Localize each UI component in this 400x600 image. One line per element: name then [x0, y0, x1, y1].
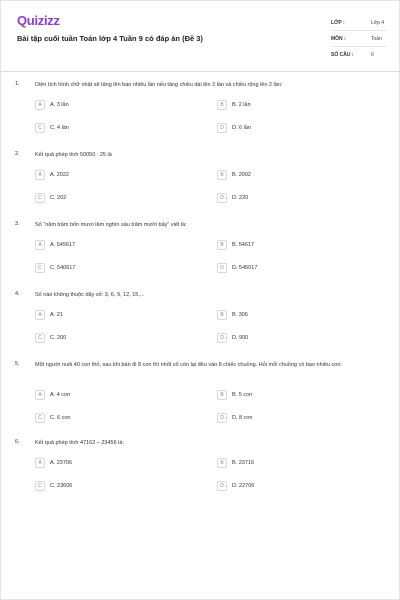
- meta-value-subject: Toán: [371, 35, 382, 42]
- option-letter-box[interactable]: A: [35, 390, 45, 400]
- option-letter-box[interactable]: B: [217, 240, 227, 250]
- meta-key-subject: MÔN :: [331, 35, 346, 42]
- option-text: A. 21: [50, 312, 63, 318]
- meta-key-count: SỐ CÂU :: [331, 52, 354, 58]
- option-text: D. 220: [232, 195, 249, 201]
- option-text: D. 545017: [232, 265, 258, 271]
- option-text: B. 23716: [232, 460, 255, 466]
- option-letter-box[interactable]: A: [35, 458, 45, 468]
- answer-option-c[interactable]: [35, 332, 66, 344]
- question-number: 6.: [15, 439, 20, 445]
- option-letter-box[interactable]: B: [217, 100, 227, 110]
- answer-option-a[interactable]: [35, 457, 72, 469]
- answer-option-b[interactable]: [217, 389, 252, 401]
- question-number: 3.: [15, 221, 20, 227]
- answer-option-c[interactable]: [35, 412, 70, 424]
- option-text: C. 540617: [50, 265, 76, 271]
- answer-option-c[interactable]: [35, 192, 66, 204]
- answer-option-b[interactable]: [217, 169, 251, 181]
- option-text: C. 23606: [50, 483, 73, 489]
- worksheet-header: [1, 1, 400, 71]
- question-text: Số "năm trăm bốn mươi lăm nghìn sáu trăm mười bảy" viết là:: [35, 222, 187, 228]
- option-text: C. 4 lần: [50, 125, 69, 131]
- question-text: Số nào không thuộc dãy số: 3, 6, 9, 12, 15,...: [35, 292, 145, 298]
- answer-option-c[interactable]: [35, 122, 69, 134]
- option-letter-box[interactable]: D: [217, 193, 227, 203]
- option-text: C. 200: [50, 335, 67, 341]
- option-letter-box[interactable]: C: [35, 333, 45, 343]
- option-text: B. 306: [232, 312, 248, 318]
- meta-row-count: [331, 47, 387, 63]
- option-letter-box[interactable]: A: [35, 310, 45, 320]
- answer-option-d[interactable]: [217, 262, 257, 274]
- question-number: 4.: [15, 291, 20, 297]
- option-letter-box[interactable]: C: [35, 413, 45, 423]
- option-letter-box[interactable]: D: [217, 413, 227, 423]
- answer-option-c[interactable]: [35, 480, 72, 492]
- answer-option-d[interactable]: [217, 412, 252, 424]
- answer-option-d[interactable]: [217, 480, 254, 492]
- option-letter-box[interactable]: B: [217, 310, 227, 320]
- option-text: B. 54617: [232, 242, 255, 248]
- option-letter-box[interactable]: A: [35, 240, 45, 250]
- option-letter-box[interactable]: A: [35, 170, 45, 180]
- option-letter-box[interactable]: D: [217, 481, 227, 491]
- answer-option-a[interactable]: [35, 389, 70, 401]
- option-letter-box[interactable]: C: [35, 263, 45, 273]
- option-letter-box[interactable]: B: [217, 170, 227, 180]
- option-text: D. 900: [232, 335, 249, 341]
- answer-option-d[interactable]: [217, 332, 248, 344]
- option-text: B. 2 lần: [232, 102, 251, 108]
- answer-option-a[interactable]: [35, 99, 69, 111]
- option-letter-box[interactable]: D: [217, 263, 227, 273]
- option-text: A. 3 lần: [50, 102, 69, 108]
- option-text: A. 23706: [50, 460, 73, 466]
- option-text: A. 4 con: [50, 392, 71, 398]
- meta-row-subject: [331, 31, 387, 47]
- answer-option-a[interactable]: [35, 239, 75, 251]
- option-text: D. 6 lần: [232, 125, 251, 131]
- answer-option-b[interactable]: [217, 309, 248, 321]
- option-letter-box[interactable]: B: [217, 390, 227, 400]
- option-text: C. 6 con: [50, 415, 71, 421]
- option-letter-box[interactable]: C: [35, 123, 45, 133]
- meta-info: [331, 15, 387, 63]
- option-letter-box[interactable]: C: [35, 481, 45, 491]
- meta-key-grade: LỚP :: [331, 19, 345, 26]
- question-text: Một người nuôi 40 con thỏ, sau khi bán đi 8 con thì nhốt số còn lại đều vào 8 chiếc chuồng. Hỏi mỗi chuồng có bao nhiêu con:: [35, 362, 342, 368]
- question-number: 2.: [15, 151, 20, 157]
- page-title: Bài tập cuối tuần Toán lớp 4 Tuần 9 có đáp án (Đề 3): [17, 34, 203, 43]
- option-letter-box[interactable]: D: [217, 333, 227, 343]
- option-letter-box[interactable]: D: [217, 123, 227, 133]
- answer-option-b[interactable]: [217, 99, 251, 111]
- question-text: Kết quả phép tính 47162 – 23456 là:: [35, 440, 124, 446]
- answer-option-a[interactable]: [35, 309, 63, 321]
- question-number: 5.: [15, 361, 20, 367]
- question-text: Kết quả phép tính 50050 : 25 là: [35, 152, 112, 158]
- option-text: D. 22706: [232, 483, 255, 489]
- option-text: A. 545617: [50, 242, 76, 248]
- answer-option-d[interactable]: [217, 192, 248, 204]
- option-text: D. 8 con: [232, 415, 253, 421]
- option-text: B. 2002: [232, 172, 251, 178]
- option-letter-box[interactable]: A: [35, 100, 45, 110]
- meta-value-grade: Lớp 4: [371, 19, 385, 26]
- meta-value-count: 6: [371, 52, 374, 58]
- answer-option-b[interactable]: [217, 457, 254, 469]
- option-text: B. 5 con: [232, 392, 253, 398]
- option-letter-box[interactable]: C: [35, 193, 45, 203]
- question-number: 1.: [15, 81, 20, 87]
- option-letter-box[interactable]: B: [217, 458, 227, 468]
- answer-option-c[interactable]: [35, 262, 75, 274]
- meta-row-grade: [331, 15, 387, 31]
- answer-option-b[interactable]: [217, 239, 254, 251]
- answer-option-d[interactable]: [217, 122, 251, 134]
- question-text: Diện tích hình chữ nhật sẽ tăng lên bao nhiêu lần nếu tăng chiều dài lên 3 lần và chiều rộng lên 2 lần:: [35, 82, 283, 88]
- quizizz-logo: Quizizz: [17, 13, 60, 28]
- answer-option-a[interactable]: [35, 169, 69, 181]
- option-text: A. 2022: [50, 172, 69, 178]
- option-text: C. 202: [50, 195, 67, 201]
- header-divider: [1, 71, 400, 72]
